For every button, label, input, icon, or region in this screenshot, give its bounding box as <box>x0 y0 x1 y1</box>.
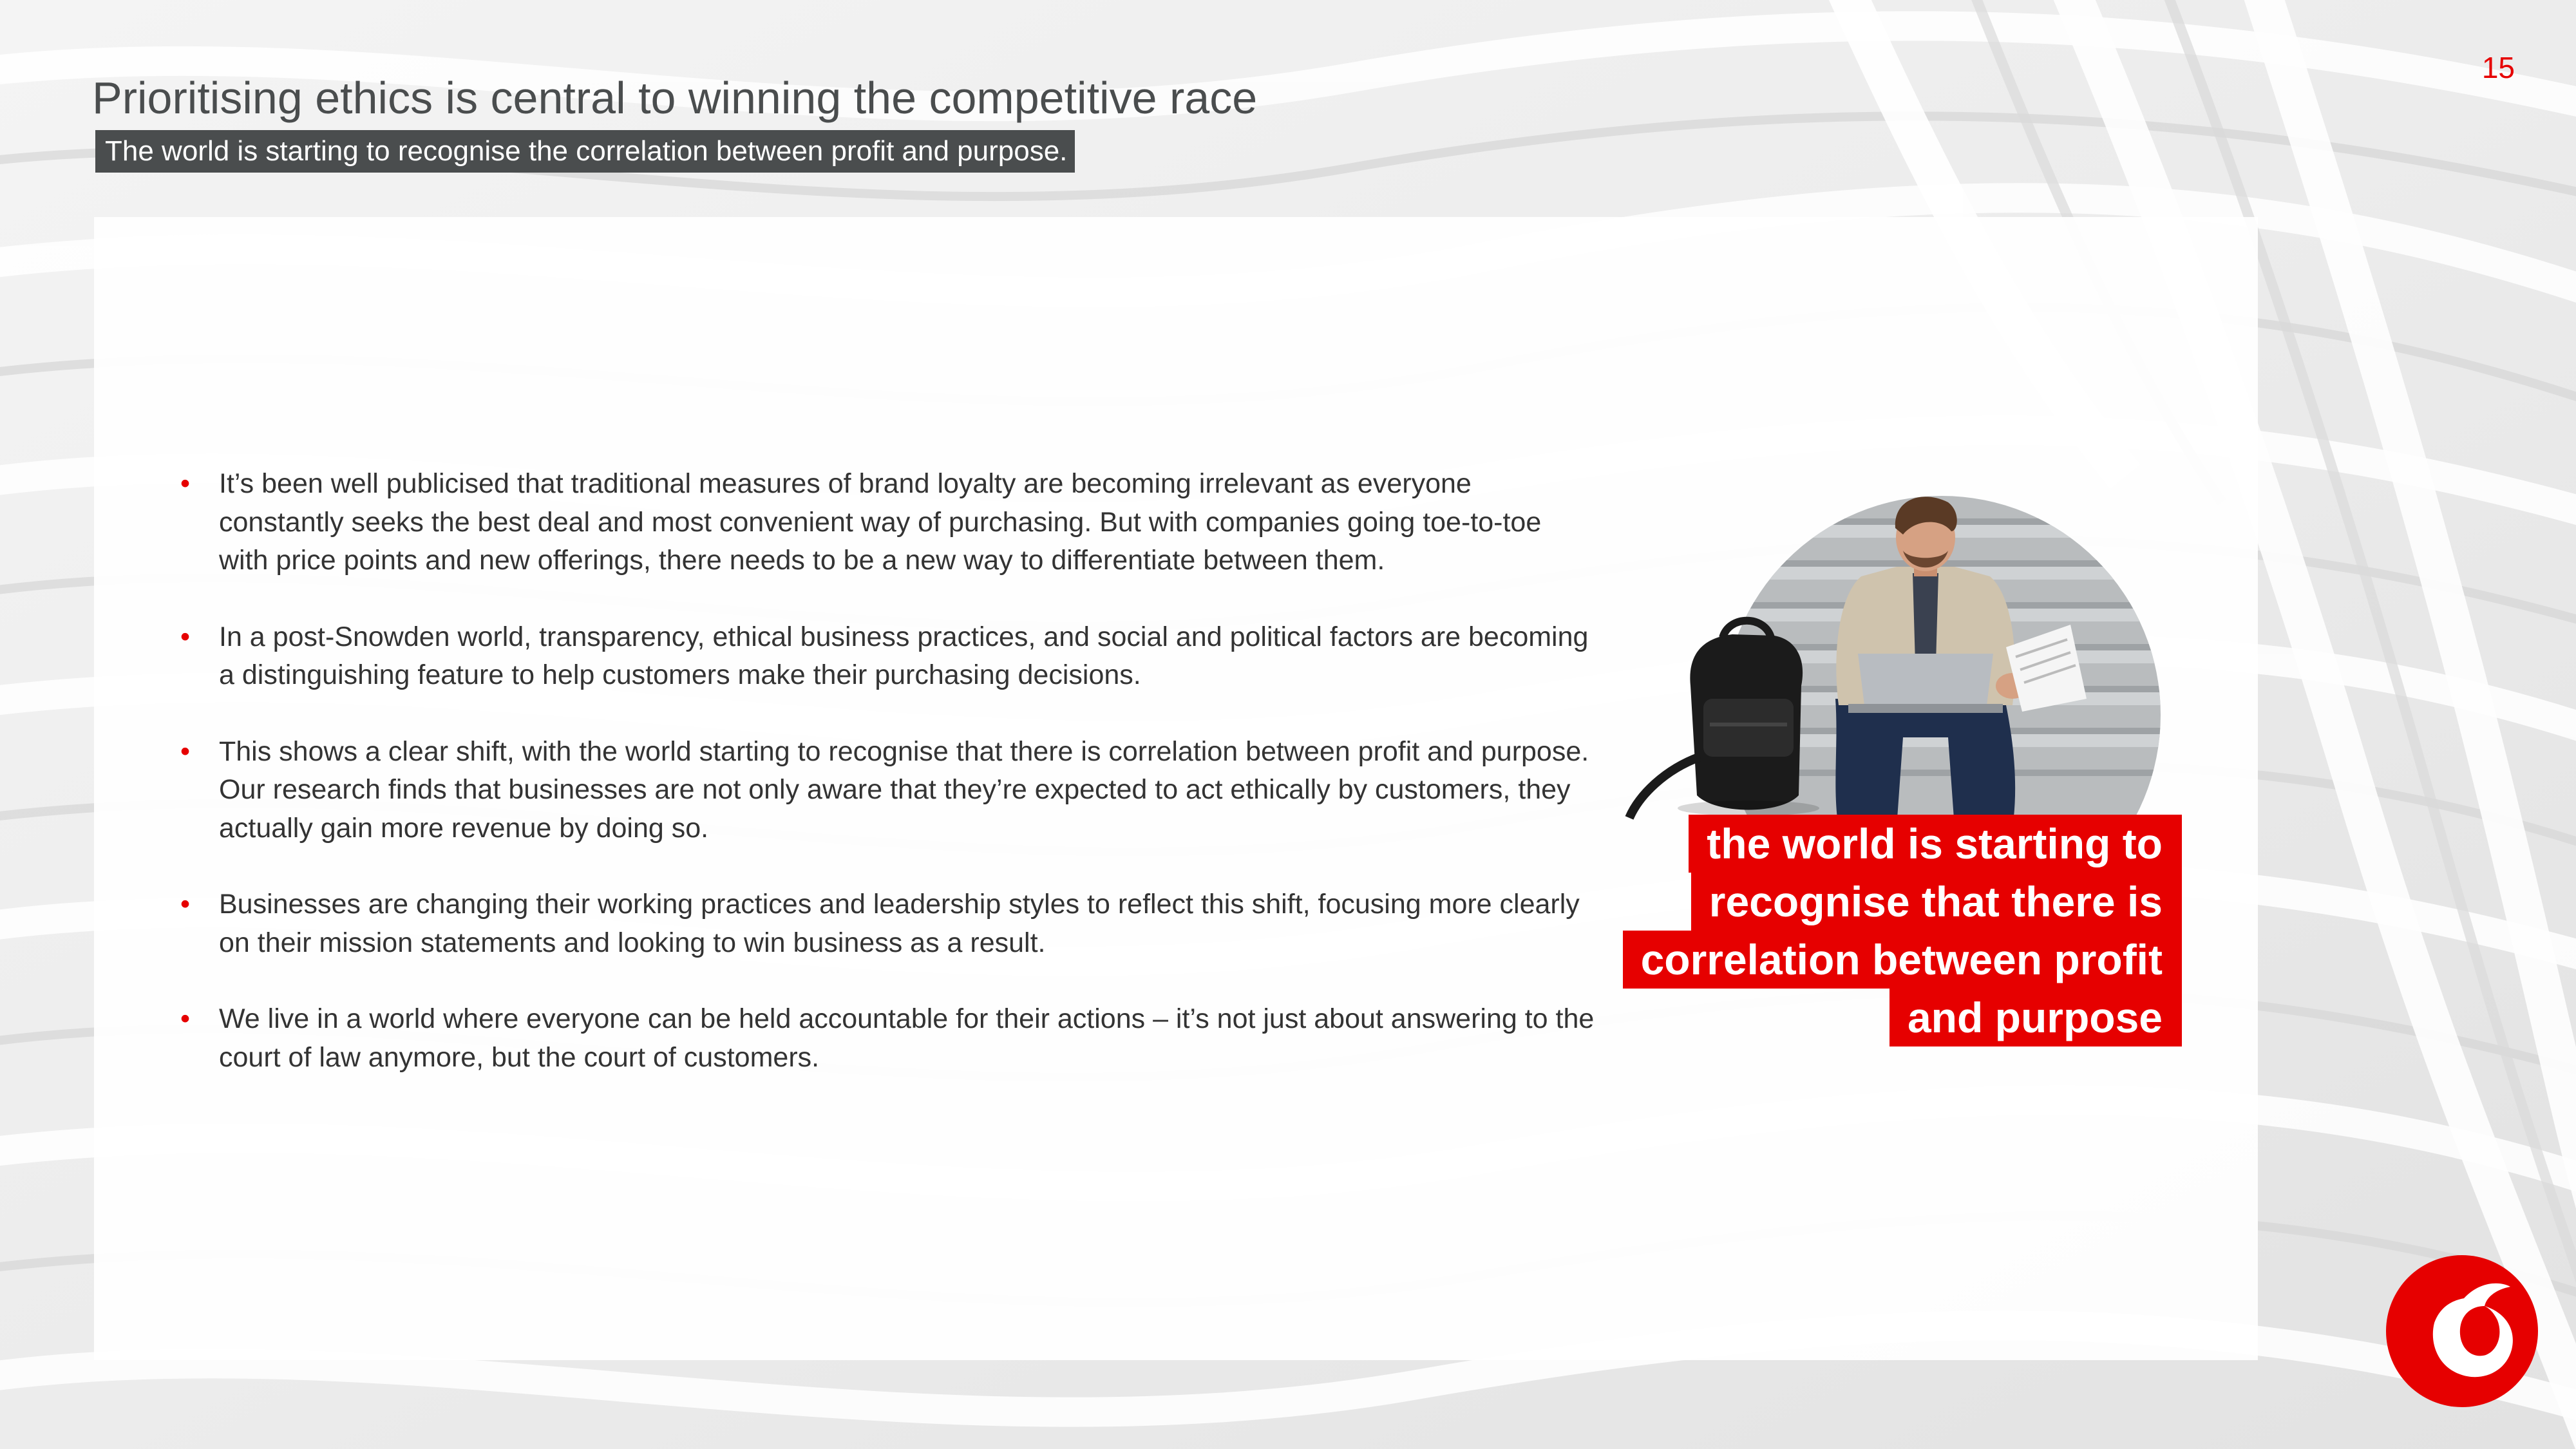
bullet-dot: • <box>180 735 191 767</box>
bullet-item-clear-shift <box>180 733 1597 848</box>
bullet-text: Businesses are changing their working practices and leadership styles to reflect this shift, focusing more clearly on their mission statements and looking to win business as a result. <box>219 889 1580 958</box>
bullet-text: This shows a clear shift, with the world starting to recognise that there is correlation between profit and purpose. Our research finds that businesses are not only aware that they’re expected to act ethically by customers, they actually gain more revenue by doing so. <box>219 735 1589 844</box>
quote-line: and purpose <box>1889 989 2182 1046</box>
pull-quote <box>1564 815 2182 1046</box>
bullet-item-accountability <box>180 1000 1597 1077</box>
bullet-dot: • <box>180 889 191 920</box>
bullet-item-post-snowden <box>180 618 1597 695</box>
subtitle-badge: The world is starting to recognise the correlation between profit and purpose. <box>95 130 1075 173</box>
man-with-laptop-on-steps-photo <box>1626 493 2167 828</box>
bullet-item-working-practices <box>180 886 1597 962</box>
bullet-dot: • <box>180 468 191 499</box>
vodafone-speechmark-logo <box>2384 1253 2540 1409</box>
bullet-item-brand-loyalty <box>180 465 1597 580</box>
quote-line: correlation between profit <box>1623 931 2182 989</box>
page-title: Prioritising ethics is central to winning the competitive race <box>92 73 1258 123</box>
bullet-text: In a post-Snowden world, transparency, ethical business practices, and social and political factors are becoming a distinguishing feature to help customers make their purchasing decisions. <box>219 621 1589 690</box>
page-number: 15 <box>2481 51 2515 84</box>
bullet-text: It’s been well publicised that traditional measures of brand loyalty are becoming irrelevant as everyone constantly seeks the best deal and most convenient way of purchasing. But with companies going toe-to-toe with price points and new offerings, there needs to be a new way to differentiate between them. <box>219 468 1542 576</box>
quote-line: the world is starting to <box>1689 815 2182 873</box>
bullet-dot: • <box>180 621 191 652</box>
bullet-list <box>180 465 1597 1115</box>
bullet-text: We live in a world where everyone can be held accountable for their actions – it’s not just about answering to the court of law anymore, but the court of customers. <box>219 1003 1595 1073</box>
bullet-dot: • <box>180 1003 191 1034</box>
quote-line: recognise that there is <box>1691 873 2182 931</box>
